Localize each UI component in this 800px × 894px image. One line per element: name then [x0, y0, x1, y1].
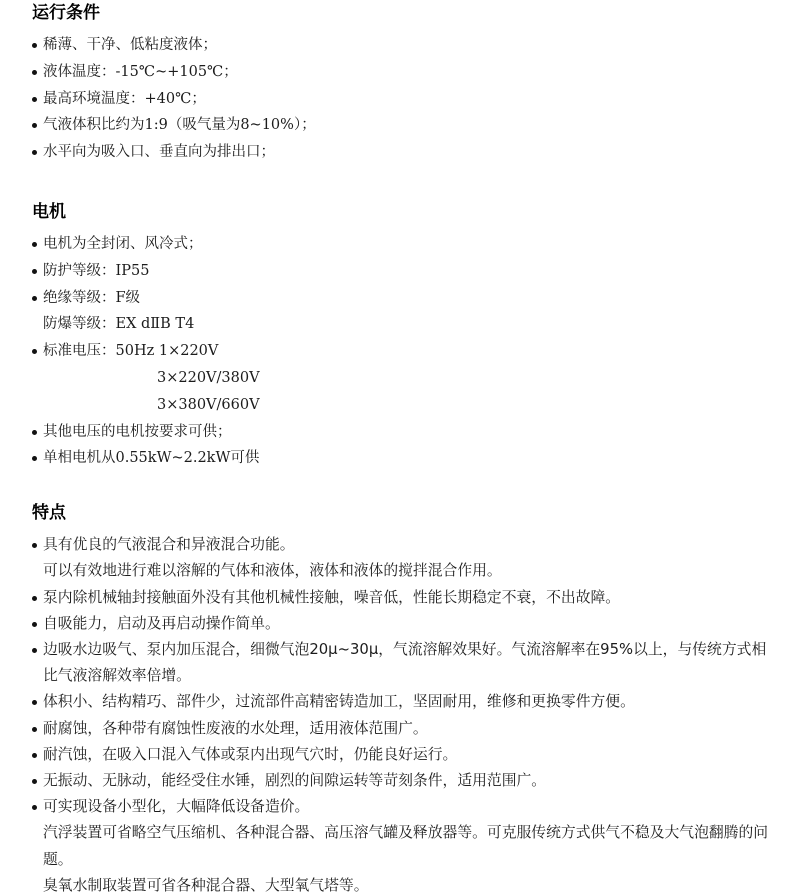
list-item-text: 可以有效地进行难以溶解的气体和液体，液体和液体的搅拌混合作用。: [43, 562, 502, 580]
list-item: [32, 820, 772, 872]
list-item-text: 防护等级：IP55: [43, 262, 150, 279]
list-item: [32, 794, 772, 820]
list-item: [32, 392, 772, 419]
list-item-text: 体积小、结构精巧、部件少，过流部件高精密铸造加工，坚固耐用，维修和更换零件方便。: [43, 693, 635, 711]
list-item-text: 防爆等级：EX dⅡB T4: [43, 316, 195, 333]
section-0: [32, 3, 772, 166]
list-item: [32, 59, 772, 86]
bullet-icon: [32, 258, 43, 274]
list-item-text: 边吸水边吸气、泵内加压混合，细微气泡20μ~30μ，气流溶解效果好。气流溶解率在95%以上，与传统方式相比气液溶解效率倍增。: [43, 640, 767, 685]
list-item: [32, 338, 772, 365]
list-item: [32, 258, 772, 285]
section-heading: 电机: [32, 201, 66, 222]
bullet-icon: [32, 365, 43, 381]
bullet-icon: [32, 32, 43, 48]
list-item-text: 臭氧水制取装置可省各种混合器、大型氧气塔等。: [43, 876, 369, 894]
list-item: [32, 445, 772, 472]
bullet-icon: [32, 716, 43, 732]
section-heading: 特点: [32, 503, 66, 524]
section-1: [32, 202, 772, 472]
bullet-icon: [32, 139, 43, 155]
list-item: [32, 585, 772, 611]
list-item-text: 稀薄、干净、低粘度液体；: [43, 37, 217, 53]
bullet-icon: [32, 392, 43, 408]
list-item-text: 汽浮装置可省略空气压缩机、各种混合器、高压溶气罐及释放器等。可克服传统方式供气不稳及大气泡翻腾的问题。: [43, 824, 769, 868]
list-item: [32, 873, 772, 894]
list-item: [32, 768, 772, 794]
list-item-text: 可实现设备小型化，大幅降低设备造价。: [43, 798, 310, 816]
list-item-text: 单相电机从0.55kW~2.2kW可供: [43, 450, 260, 467]
list-item: [32, 742, 772, 768]
list-item-text: 具有优良的气液混合和异液混合功能。: [43, 536, 295, 554]
list-item: [32, 532, 772, 558]
list-item: [32, 112, 772, 139]
bullet-icon: [32, 445, 43, 461]
list-item-text: 耐汽蚀，在吸入口混入气体或泵内出现气穴时，仍能良好运行。: [43, 745, 458, 763]
section-2: [32, 503, 772, 894]
bullet-icon: [32, 794, 43, 810]
list-item: [32, 86, 772, 113]
section-heading: 运行条件: [32, 3, 100, 23]
bullet-icon: [32, 742, 43, 758]
bullet-icon: [32, 532, 43, 548]
bullet-icon: [32, 311, 43, 327]
list-item-text: 自吸能力，启动及再启动操作简单。: [43, 614, 280, 632]
list-item-text: 最高环境温度：+40℃；: [43, 90, 206, 107]
bullet-icon: [32, 112, 43, 128]
bullet-icon: [32, 637, 43, 653]
list-item-text: 绝缘等级：F级: [43, 289, 141, 306]
list-item: [32, 419, 772, 446]
bullet-icon: [32, 558, 43, 574]
list-item: [32, 611, 772, 637]
list-item-text: 水平向为吸入口、垂直向为排出口；: [43, 144, 275, 161]
bullet-icon: [32, 611, 43, 627]
list-item-text: 其他电压的电机按要求可供；: [43, 423, 232, 440]
list-item-text: 液体温度：-15℃~+105℃；: [43, 63, 238, 80]
bullet-icon: [32, 86, 43, 102]
list-item-text: 电机为全封闭、风冷式；: [43, 235, 203, 252]
list-item-text: 气液体积比约为1:9（吸气量为8~10%）；: [43, 117, 316, 134]
bullet-icon: [32, 873, 43, 889]
list-item: [32, 637, 772, 689]
bullet-icon: [32, 820, 43, 836]
bullet-icon: [32, 59, 43, 75]
list-item: [32, 285, 772, 312]
list-item: [32, 689, 772, 715]
list-item: [32, 139, 772, 166]
list-item: [32, 716, 772, 742]
list-item-text: 3×220V/380V: [157, 369, 260, 386]
bullet-icon: [32, 285, 43, 301]
list-item-text: 标准电压：50Hz 1×220V: [43, 343, 219, 360]
bullet-icon: [32, 689, 43, 705]
list-item-text: 无振动、无脉动，能经受住水锤，剧烈的间隙运转等苛刻条件，适用范围广。: [43, 771, 547, 789]
list-item: [32, 558, 772, 584]
list-item: [32, 311, 772, 338]
bullet-icon: [32, 338, 43, 354]
list-item: [32, 365, 772, 392]
list-item-text: 泵内除机械轴封接触面外没有其他机械性接触，噪音低，性能长期稳定不衰，不出故障。: [43, 588, 621, 606]
list-item-text: 3×380V/660V: [157, 396, 260, 413]
list-item: [32, 32, 772, 59]
bullet-icon: [32, 419, 43, 435]
list-item-text: 耐腐蚀，各种带有腐蚀性废液的水处理，适用液体范围广。: [43, 719, 428, 737]
list-item: [32, 231, 772, 258]
bullet-icon: [32, 585, 43, 601]
bullet-icon: [32, 768, 43, 784]
bullet-icon: [32, 231, 43, 247]
